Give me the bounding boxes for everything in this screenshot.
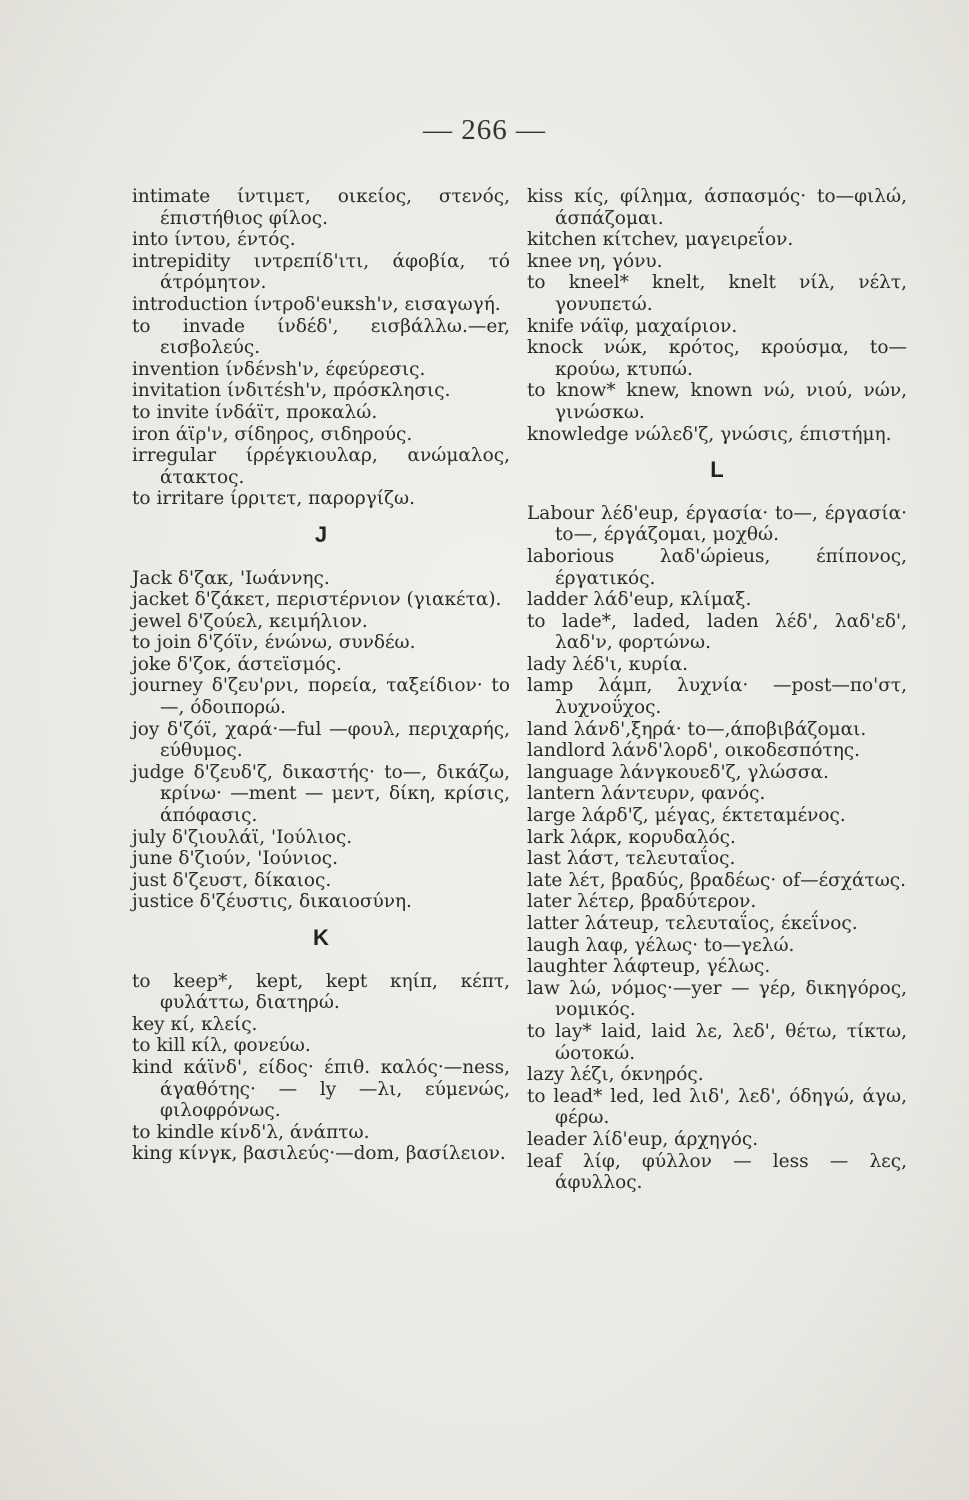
dictionary-entry: invitation ίνδιτέsh'ν, πρόσκλησις. xyxy=(132,380,451,402)
page-number: — 266 — xyxy=(423,114,546,146)
dictionary-entry: Jack δ'ζακ, 'Ιωάννης. xyxy=(132,567,330,589)
left-column xyxy=(132,186,510,1165)
dictionary-entry: iron άϊρ'ν, σίδηρος, σιδηρούς. xyxy=(132,423,413,445)
dictionary-entry: to invade ίνδέδ', εισβάλλω.—er, εισβολεύς. xyxy=(132,315,510,359)
dictionary-entry: irregular ίρρέγκιουλαρ, ανώμαλος, άτακτος. xyxy=(132,445,510,488)
dictionary-entry: laugh λαφ, γέλως· to—γελώ. xyxy=(527,934,795,956)
dictionary-entry: knowledge νώλεδ'ζ, γνώσις, έπιστήμη. xyxy=(527,423,892,445)
dictionary-entry: leaf λίφ, φύλλον — less — λες, άφυλλος. xyxy=(527,1150,907,1194)
dictionary-entry: land λάνδ',ξηρά· to—,άποβιβάζομαι. xyxy=(527,718,867,740)
dictionary-entry: intimate ίντιμετ, οικείος, στενός, έπιστήθιος φίλος. xyxy=(132,186,510,229)
dictionary-entry: june δ'ζιούν, 'Ιούνιος. xyxy=(132,848,338,870)
dictionary-entry: joy δ'ζόϊ, χαρά·—ful —φουλ, περιχαρής, εύθυμος. xyxy=(132,718,510,762)
dictionary-entry: lamp λάμπ, λυχνία· —post—πο'στ, λυχνοΰχος. xyxy=(527,675,907,719)
dictionary-entry: laborious λαδ'ώρieus, έπίπονος, έργατικός. xyxy=(527,545,907,589)
dictionary-entry: to kneel* knelt, knelt νίλ, νέλτ, γονυπετώ. xyxy=(527,272,907,315)
dictionary-entry: journey δ'ζευ'ρνι, πορεία, ταξείδιον· to—, όδοιπορώ. xyxy=(132,675,510,719)
dictionary-entry: to lade*, laded, laden λέδ', λαδ'εδ', λαδ'ν, φορτώνω. xyxy=(527,610,907,654)
dictionary-entry: to join δ'ζόϊν, ένώνω, συνδέω. xyxy=(132,632,416,654)
dictionary-entry: justice δ'ζέυστις, δικαιοσύνη. xyxy=(132,891,412,913)
dictionary-entry: to keep*, kept, kept κηίπ, κέπτ, φυλάττω, διατηρώ. xyxy=(132,970,510,1014)
dictionary-entry: intrepidity ιντρεπίδ'ιτι, άφοβία, τό άτρόμητον. xyxy=(132,250,510,294)
section-letter: K xyxy=(313,925,329,950)
dictionary-entry: to kindle κίνδ'λ, άνάπτω. xyxy=(132,1121,370,1143)
dictionary-entry: last λάστ, τελευταΐος. xyxy=(527,848,736,870)
dictionary-entry: invention ίνδένsh'ν, έφεύρεσις. xyxy=(132,358,426,380)
dictionary-entry: to invite ίνδάϊτ, προκαλώ. xyxy=(132,401,378,423)
section-letter: J xyxy=(314,521,328,547)
dictionary-entry: Labour λέδ'eup, έργασία· to—, έργασία· to—, έργάζομαι, μοχθώ. xyxy=(527,502,907,546)
dictionary-entry: to know* knew, known νώ, νιού, νών, γινώσκω. xyxy=(527,380,907,423)
dictionary-entry: lady λέδ'ι, κυρία. xyxy=(527,653,688,675)
right-column xyxy=(527,186,907,1194)
dictionary-entry: to irritare ίρριτετ, παροργίζω. xyxy=(132,488,416,510)
dictionary-entry: language λάνγκουεδ'ζ, γλώσσα. xyxy=(527,761,829,783)
dictionary-entry: late λέτ, βραδύς, βραδέως· of—έσχάτως. xyxy=(527,869,907,891)
dictionary-entry: later λέτερ, βραδύτερον. xyxy=(527,891,757,913)
dictionary-entry: july δ'ζιουλάϊ, 'Ιούλιος. xyxy=(132,826,353,848)
dictionary-entry: to kill κίλ, φονεύω. xyxy=(132,1035,311,1057)
dictionary-entry: landlord λάνδ'λορδ', οικοδεσπότης. xyxy=(527,740,861,762)
dictionary-entry: into ίντου, έντός. xyxy=(132,229,296,251)
dictionary-entry: lazy λέζι, όκνηρός. xyxy=(527,1064,704,1086)
dictionary-entry: joke δ'ζοκ, άστεϊσμός. xyxy=(132,653,342,675)
dictionary-entry: ladder λάδ'eup, κλίμαξ. xyxy=(527,589,752,611)
dictionary-entry: law λώ, νόμος·—yer — γέρ, δικηγόρος, νομικός. xyxy=(527,977,907,1021)
dictionary-entry: to lay* laid, laid λε, λεδ', θέτω, τίκτω, ώοτοκώ. xyxy=(527,1020,907,1064)
dictionary-entry: laughter λάφτeup, γέλως. xyxy=(527,956,771,978)
dictionary-entry: latter λάτeup, τελευταΐος, έκεΐνος. xyxy=(527,913,858,934)
dictionary-entry: knife νάϊφ, μαχαίριον. xyxy=(527,315,738,337)
dictionary-entry: to lead* led, led λιδ', λεδ', όδηγώ, άγω, φέρω. xyxy=(527,1085,907,1129)
dictionary-entry: kiss κίς, φίλημα, άσπασμός· to—φιλώ, άσπάζομαι. xyxy=(527,186,907,229)
dictionary-entry: knee νη, γόνυ. xyxy=(527,250,663,272)
dictionary-entry: introduction ίντροδ'euκsh'ν, εισαγωγή. xyxy=(132,293,501,315)
dictionary-entry: knock νώκ, κρότος, κρούσμα, to—κρούω, κτυπώ. xyxy=(527,337,907,380)
dictionary-entry: kind κάϊνδ', είδος· έπιθ. καλός·—ness, άγαθότης· — ly —λι, εύμενώς, φιλοφρόνως. xyxy=(132,1056,510,1122)
dictionary-entry: jewel δ'ζούελ, κειμήλιον. xyxy=(132,610,368,632)
dictionary-entry: large λάρδ'ζ, μέγας, έκτεταμένος. xyxy=(527,805,846,827)
dictionary-entry: just δ'ζευστ, δίκαιος. xyxy=(132,869,332,891)
dictionary-entry: jacket δ'ζάκετ, περιστέρνιον (γιακέτα). xyxy=(132,589,502,611)
dictionary-entry: king κίνγκ, βασιλεύς·—dom, βασίλειον. xyxy=(132,1143,506,1165)
dictionary-entry: kitchen κίτchev, μαγειρεΐον. xyxy=(527,229,794,251)
dictionary-entry: lark λάρκ, κορυδαλός. xyxy=(527,826,736,848)
dictionary-entry: judge δ'ζευδ'ζ, δικαστής· to—, δικάζω, κρίνω· —ment — μεντ, δίκη, κρίσις, άπόφασις. xyxy=(132,761,510,827)
dictionary-entry: leader λίδ'eup, άρχηγός. xyxy=(527,1128,759,1150)
section-letter: L xyxy=(710,457,724,483)
dictionary-entry: key κί, κλείς. xyxy=(132,1013,258,1035)
dictionary-entry: lantern λάντευρν, φανός. xyxy=(527,783,766,805)
